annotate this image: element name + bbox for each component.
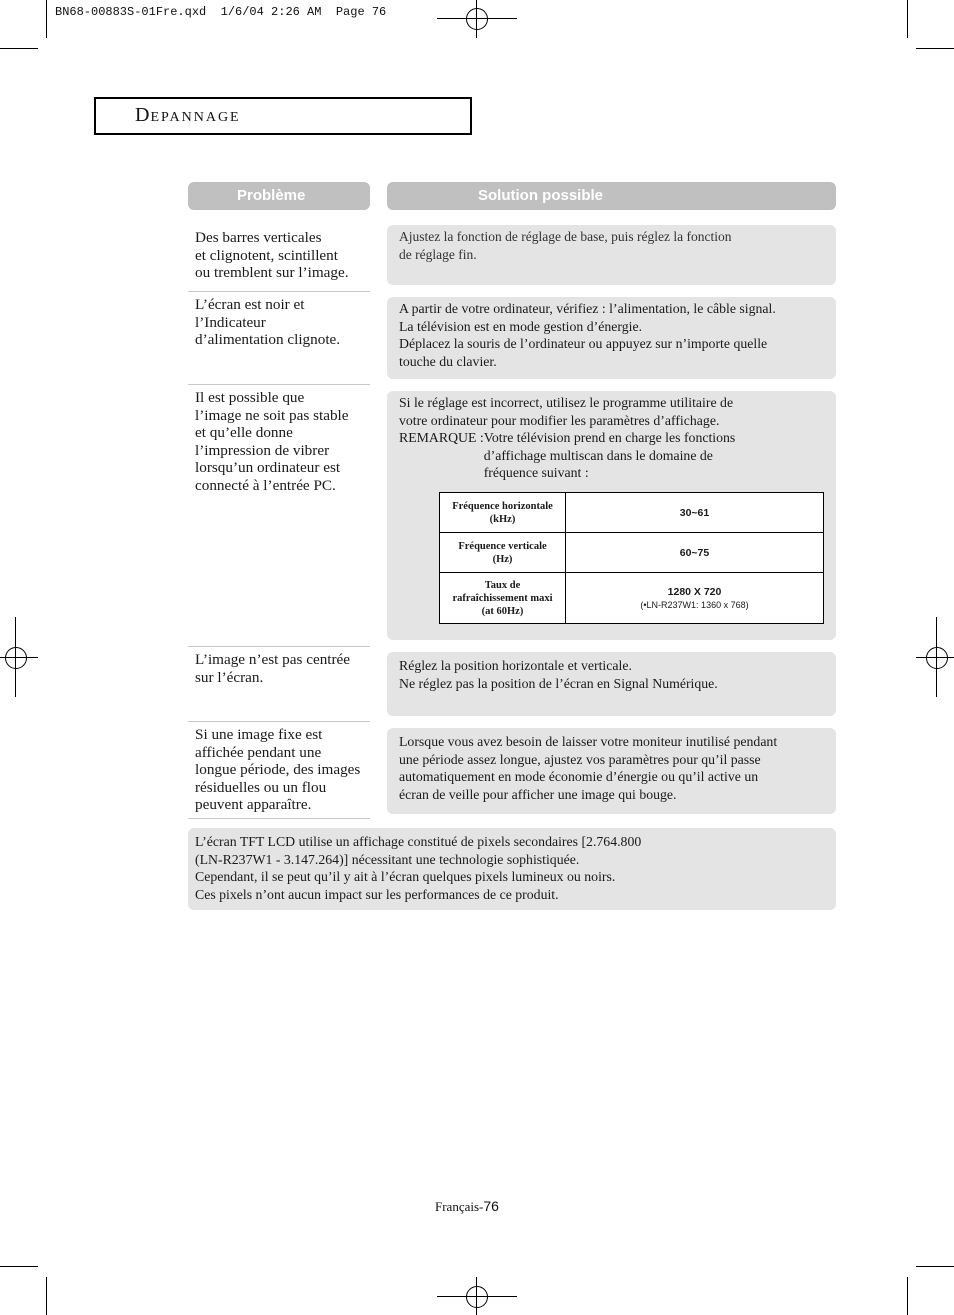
solution-line: votre ordinateur pour modifier les paramètres d’affichage. bbox=[399, 412, 720, 428]
solution-line: de réglage fin. bbox=[399, 246, 477, 262]
solution-line: Réglez la position horizontale et verticale. bbox=[399, 658, 632, 673]
problem-line: sur l’écran. bbox=[195, 668, 264, 686]
solution-header: Solution possible bbox=[387, 182, 836, 210]
solution-line: Ajustez la fonction de réglage de base, puis réglez la fonction bbox=[399, 229, 732, 244]
solution-line: touche du clavier. bbox=[399, 353, 497, 369]
crop-mark bbox=[0, 1266, 38, 1267]
problem-line: ou tremblent sur l’image. bbox=[195, 264, 349, 282]
registration-mark-icon bbox=[466, 1286, 488, 1308]
registration-line bbox=[936, 617, 937, 697]
row-divider bbox=[188, 721, 370, 722]
frequency-table bbox=[439, 492, 824, 624]
problem-line: affichée pendant une bbox=[195, 743, 322, 761]
solution-line: écran de veille pour afficher une image qui bouge. bbox=[399, 786, 677, 802]
crop-mark bbox=[46, 0, 47, 38]
table-row bbox=[440, 573, 824, 624]
problem-text bbox=[188, 296, 370, 349]
problem-line: L’écran est noir et bbox=[195, 296, 305, 313]
crop-mark bbox=[907, 1277, 908, 1315]
value-main: 1280 X 720 bbox=[667, 586, 722, 598]
table-row-value bbox=[566, 573, 824, 624]
registration-line bbox=[476, 0, 477, 38]
problem-line: Des barres verticales bbox=[195, 229, 322, 246]
registration-mark-icon bbox=[926, 647, 948, 669]
problem-line: Il est possible que bbox=[195, 389, 305, 406]
note-line: Ces pixels n’ont aucun impact sur les performances de ce produit. bbox=[195, 886, 559, 902]
problem-line: connecté à l’entrée PC. bbox=[195, 476, 336, 494]
solution-line: La télévision est en mode gestion d’énergie. bbox=[399, 318, 643, 334]
registration-line bbox=[0, 657, 38, 658]
page-number-label: Français- bbox=[435, 1199, 484, 1214]
solution-box bbox=[387, 297, 836, 379]
label-line: (kHz) bbox=[489, 513, 516, 525]
table-row bbox=[440, 533, 824, 573]
label-line: (at 60Hz) bbox=[481, 605, 524, 617]
row-divider bbox=[188, 646, 370, 647]
note-line: Cependant, il se peut qu’il y ait à l’écran quelques pixels lumineux ou noirs. bbox=[195, 869, 616, 885]
remark-label: REMARQUE : bbox=[399, 430, 484, 446]
table-row-label bbox=[440, 493, 566, 533]
solution-box bbox=[387, 728, 836, 814]
tft-lcd-note bbox=[188, 828, 836, 910]
file-slug: BN68-00883S-01Fre.qxd 1/6/04 2:26 AM Page 76 bbox=[55, 5, 387, 19]
problem-line: peuvent apparaître. bbox=[195, 796, 312, 814]
section-title-initial: D bbox=[135, 104, 151, 126]
problem-text bbox=[188, 651, 370, 686]
value-footnote: (•LN-R237W1: 1360 x 768) bbox=[640, 600, 749, 610]
solution-line: automatiquement en mode économie d’énergie ou qu’il active un bbox=[399, 769, 759, 785]
solution-line: Ne réglez pas la position de l’écran en Signal Numérique. bbox=[399, 675, 718, 691]
registration-line bbox=[476, 1277, 477, 1315]
page-number bbox=[435, 1198, 499, 1215]
registration-line bbox=[437, 1296, 517, 1297]
remark-body bbox=[484, 429, 736, 482]
solution-box bbox=[387, 652, 836, 716]
registration-mark-icon bbox=[466, 8, 488, 30]
solution-line: Déplacez la souris de l’ordinateur ou appuyez sur n’importe quelle bbox=[399, 336, 768, 352]
problem-line: Si une image fixe est bbox=[195, 726, 323, 743]
crop-mark bbox=[0, 48, 38, 49]
registration-mark-icon bbox=[5, 647, 27, 669]
problem-line: l’impression de vibrer bbox=[195, 441, 330, 459]
problem-text bbox=[188, 726, 370, 814]
crop-mark bbox=[916, 1266, 954, 1267]
registration-line bbox=[437, 18, 517, 19]
table-row-label bbox=[440, 573, 566, 624]
solution-line: une période assez longue, ajustez vos paramètres pour qu’il passe bbox=[399, 751, 761, 767]
row-divider bbox=[188, 291, 370, 292]
row-divider bbox=[188, 384, 370, 385]
note-line: (LN-R237W1 - 3.147.264)] nécessitant une technologie sophistiquée. bbox=[195, 851, 580, 867]
table-row-value: 60~75 bbox=[566, 533, 824, 573]
solution-line: Lorsque vous avez besoin de laisser votre moniteur inutilisé pendant bbox=[399, 734, 778, 749]
solution-box bbox=[387, 225, 836, 285]
note-line: L’écran TFT LCD utilise un affichage constitué de pixels secondaires [2.764.800 bbox=[195, 834, 642, 849]
label-line: rafraîchissement maxi bbox=[452, 592, 553, 604]
problem-line: L’image n’est pas centrée bbox=[195, 651, 351, 668]
remark-line: Votre télévision prend en charge les fonctions bbox=[483, 430, 736, 446]
table-row bbox=[440, 493, 824, 533]
problem-line: d’alimentation clignote. bbox=[195, 331, 341, 349]
section-title-rest: EPANNAGE bbox=[150, 110, 241, 125]
solution-line: A partir de votre ordinateur, vérifiez : l’alimentation, le câble signal. bbox=[399, 301, 776, 316]
problem-line: l’image ne soit pas stable bbox=[195, 406, 349, 424]
remark-note bbox=[399, 429, 824, 482]
label-line: (Hz) bbox=[492, 553, 513, 565]
remark-line: d’affichage multiscan dans le domaine de bbox=[483, 447, 713, 463]
label-line: Fréquence horizontale bbox=[452, 500, 553, 512]
remark-line: fréquence suivant : bbox=[483, 465, 589, 481]
problem-line: l’Indicateur bbox=[195, 313, 266, 331]
problem-line: et clignotent, scintillent bbox=[195, 246, 338, 264]
problem-text bbox=[188, 229, 370, 282]
crop-mark bbox=[907, 0, 908, 38]
section-title bbox=[135, 104, 241, 127]
table-row-value: 30~61 bbox=[566, 493, 824, 533]
registration-line bbox=[916, 657, 954, 658]
problem-line: résiduelles ou un flou bbox=[195, 778, 327, 796]
label-line: Taux de bbox=[484, 579, 521, 591]
crop-mark bbox=[916, 48, 954, 49]
table-row-label bbox=[440, 533, 566, 573]
label-line: Fréquence verticale bbox=[458, 540, 547, 552]
solution-line: Si le réglage est incorrect, utilisez le programme utilitaire de bbox=[399, 395, 734, 410]
crop-mark bbox=[46, 1277, 47, 1315]
problem-line: longue période, des images bbox=[195, 761, 361, 779]
row-divider bbox=[188, 818, 370, 819]
page-number-value: 76 bbox=[483, 1198, 499, 1214]
problem-line: lorsqu’un ordinateur est bbox=[195, 459, 341, 477]
problem-header: Problème bbox=[188, 182, 370, 210]
problem-line: et qu’elle donne bbox=[195, 424, 293, 442]
problem-text bbox=[188, 389, 370, 495]
registration-line bbox=[15, 617, 16, 697]
